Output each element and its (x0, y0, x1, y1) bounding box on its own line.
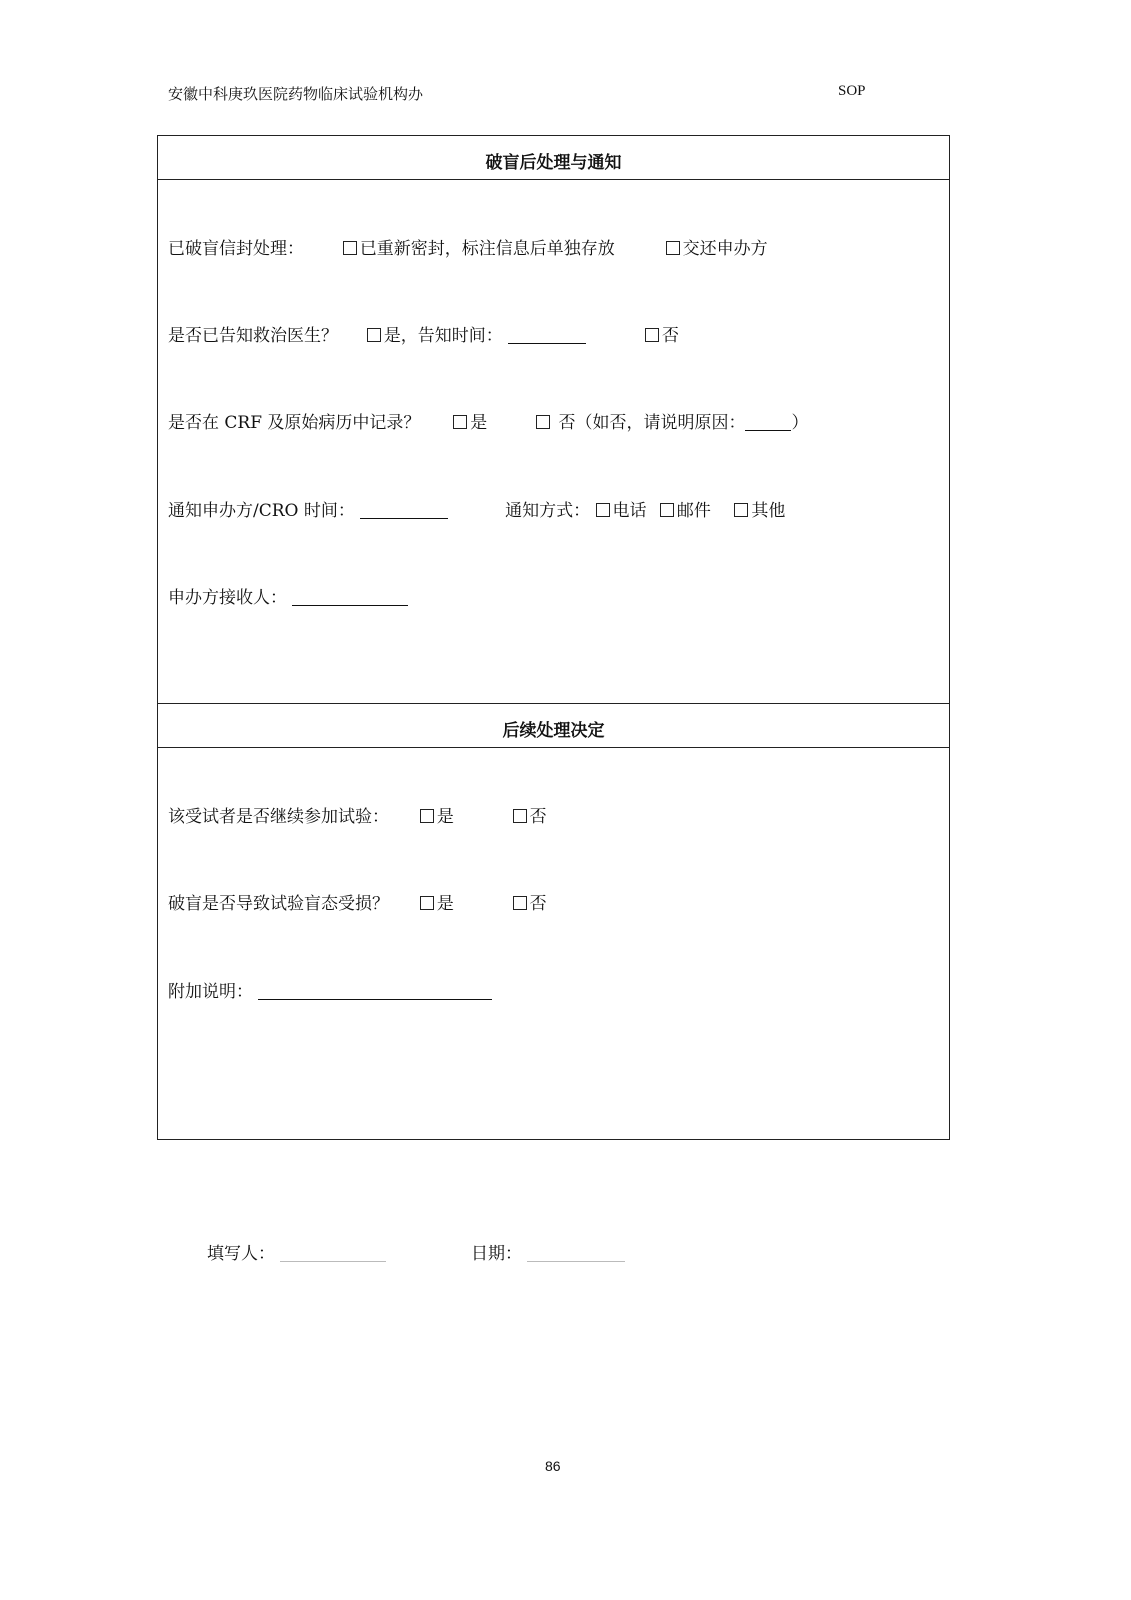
filler-label: 填写人： (207, 1244, 275, 1264)
blinding-no-label: 否 (529, 894, 547, 914)
notify-other-checkbox[interactable] (734, 503, 748, 517)
crf-row (168, 408, 808, 433)
doctor-no-label: 否 (662, 326, 680, 346)
continue-no-checkbox[interactable] (513, 809, 527, 823)
notify-email-checkbox[interactable] (660, 503, 674, 517)
notify-other-label: 其他 (751, 501, 786, 521)
doctor-no-checkbox[interactable] (645, 328, 659, 342)
notify-email-label: 邮件 (676, 501, 711, 521)
date-label: 日期： (471, 1244, 522, 1264)
blinding-no-checkbox[interactable] (513, 896, 527, 910)
doctor-yes-label: 是，告知时间： (383, 326, 503, 346)
envelope-row (168, 234, 768, 259)
envelope-label: 已破盲信封处理： (168, 239, 304, 259)
envelope-returned-checkbox[interactable] (666, 241, 680, 255)
notify-phone-label: 电话 (612, 501, 647, 521)
header-doc-type: SOP (838, 83, 866, 99)
notify-time-field[interactable] (360, 502, 448, 519)
notify-row (168, 496, 785, 521)
envelope-resealed-checkbox[interactable] (343, 241, 357, 255)
continue-label: 该受试者是否继续参加试验： (168, 807, 389, 827)
receiver-field[interactable] (292, 589, 408, 606)
notes-field[interactable] (258, 983, 492, 1000)
notes-label: 附加说明： (168, 982, 253, 1002)
crf-no-checkbox[interactable] (536, 415, 550, 429)
envelope-resealed-label: 已重新密封，标注信息后单独存放 (359, 239, 615, 259)
divider (158, 703, 949, 704)
notes-row (168, 977, 492, 1002)
section2-title: 后续处理决定 (502, 721, 605, 741)
header-org: 安徽中科庚玖医院药物临床试验机构办 (168, 85, 424, 103)
divider (158, 747, 949, 748)
crf-no-label: 否（如否，请说明原因： (558, 413, 746, 433)
blinding-label: 破盲是否导致试验盲态受损？ (168, 894, 389, 914)
envelope-returned-label: 交还申办方 (682, 239, 768, 259)
section1-title: 破盲后处理与通知 (485, 153, 622, 173)
divider (158, 179, 949, 180)
receiver-row (168, 583, 408, 608)
continue-row (168, 802, 547, 827)
notify-method-label: 通知方式： (505, 501, 591, 521)
receiver-label: 申办方接收人： (168, 588, 287, 608)
crf-yes-label: 是 (470, 413, 488, 433)
doctor-row (168, 321, 679, 346)
blinding-row (168, 889, 547, 914)
doctor-label: 是否已告知救治医生？ (168, 326, 338, 346)
date-row (471, 1239, 625, 1264)
continue-yes-checkbox[interactable] (420, 809, 434, 823)
page-number: 86 (545, 1458, 561, 1474)
continue-yes-label: 是 (436, 807, 454, 827)
crf-label: 是否在 CRF 及原始病历中记录？ (168, 413, 421, 433)
crf-close-paren: ） (791, 413, 809, 433)
notify-time-label: 通知申办方/CRO 时间： (168, 501, 355, 521)
continue-no-label: 否 (529, 807, 547, 827)
blinding-yes-label: 是 (436, 894, 454, 914)
date-field[interactable] (527, 1245, 625, 1262)
crf-yes-checkbox[interactable] (453, 415, 467, 429)
notify-phone-checkbox[interactable] (596, 503, 610, 517)
doctor-yes-checkbox[interactable] (367, 328, 381, 342)
filler-row (207, 1239, 386, 1264)
doctor-time-field[interactable] (508, 327, 586, 344)
crf-reason-field[interactable] (745, 414, 791, 431)
blinding-yes-checkbox[interactable] (420, 896, 434, 910)
filler-field[interactable] (280, 1245, 386, 1262)
